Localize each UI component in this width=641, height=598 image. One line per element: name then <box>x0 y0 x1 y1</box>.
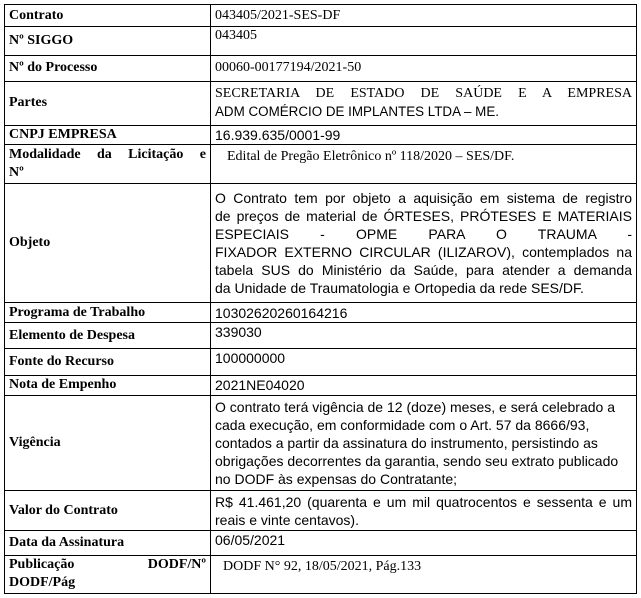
publicacao-label-left: Publicação <box>9 557 75 573</box>
value-elemento: 339030 <box>211 323 637 349</box>
label-empenho: Nota de Empenho <box>5 375 211 395</box>
row-vigencia <box>5 395 637 490</box>
row-programa <box>5 302 637 322</box>
row-elemento <box>5 323 637 349</box>
value-empenho: 2021NE04020 <box>211 375 637 395</box>
contract-extract-table <box>4 4 637 594</box>
publicacao-label-line-1 <box>9 556 206 574</box>
partes-line-1: SECRETARIA DE ESTADO DE SAÚDE E A EMPRESA <box>215 86 632 102</box>
objeto-line-1: O Contrato tem por objeto a aquisição em sistema de registro <box>215 189 632 206</box>
row-contrato <box>5 5 637 27</box>
row-modalidade <box>5 145 637 183</box>
value-cnpj: 16.939.635/0001-99 <box>211 126 637 145</box>
label-objeto: Objeto <box>5 183 211 302</box>
vigencia-line-2: cada execução, em conformidade com o Art. 57 da 8666/93, <box>215 416 590 433</box>
label-fonte: Fonte do Recurso <box>5 349 211 375</box>
vigencia-line-4: obrigações decorrentes da garantia, sendo seu extrato publicado <box>215 452 619 469</box>
label-valor: Valor do Contrato <box>5 490 211 530</box>
objeto-line-4: FIXADOR EXTERNO CIRCULAR (ILIZAROV), contemplados na <box>215 243 632 260</box>
value-contrato: 043405/2021-SES-DF <box>211 5 637 27</box>
label-partes: Partes <box>5 81 211 125</box>
value-programa: 10302620260164216 <box>211 302 637 322</box>
value-partes <box>211 81 637 125</box>
objeto-line-3: ESPECIAIS - OPME PARA O TRAUMA - <box>215 225 632 242</box>
modalidade-label-line-2: Nº <box>9 165 24 181</box>
label-siggo: Nº SIGGO <box>5 27 211 55</box>
vigencia-line-3: contados a partir da assinatura do instrumento, persistindo as <box>215 434 598 451</box>
vigencia-line-5: no DODF às expensas do Contratante; <box>215 470 458 487</box>
value-publicacao: DODF N° 92, 18/05/2021, Pág.133 <box>211 555 637 593</box>
label-cnpj: CNPJ EMPRESA <box>5 126 211 145</box>
row-cnpj <box>5 126 637 145</box>
row-fonte <box>5 349 637 375</box>
label-programa: Programa de Trabalho <box>5 302 211 322</box>
value-processo: 00060-00177194/2021-50 <box>211 55 637 81</box>
objeto-line-5: tabela SUS do Ministério da Saúde, para atender a demanda <box>215 261 632 278</box>
vigencia-line-1: O contrato terá vigência de 12 (doze) meses, e será celebrado a <box>215 398 615 415</box>
label-processo: Nº do Processo <box>5 55 211 81</box>
row-assinatura <box>5 531 637 555</box>
publicacao-label-line-2: DODF/Pág <box>9 575 76 591</box>
value-assinatura: 06/05/2021 <box>211 531 637 555</box>
partes-line-2: ADM COMÉRCIO DE IMPLANTES LTDA – ME. <box>215 104 499 120</box>
valor-line-2: reais e vinte centavos). <box>215 511 359 528</box>
row-processo <box>5 55 637 81</box>
row-siggo <box>5 27 637 55</box>
row-empenho <box>5 375 637 395</box>
value-vigencia <box>211 395 637 490</box>
row-partes <box>5 81 637 125</box>
value-fonte: 100000000 <box>211 349 637 375</box>
label-publicacao <box>5 555 211 593</box>
row-publicacao <box>5 555 637 593</box>
value-siggo: 043405 <box>211 27 637 55</box>
label-elemento: Elemento de Despesa <box>5 323 211 349</box>
value-modalidade: Edital de Pregão Eletrônico nº 118/2020 – SES/DF. <box>211 145 637 183</box>
label-vigencia: Vigência <box>5 395 211 490</box>
value-objeto <box>211 183 637 302</box>
row-objeto <box>5 183 637 302</box>
row-valor <box>5 490 637 530</box>
label-contrato: Contrato <box>5 5 211 27</box>
publicacao-label-right: DODF/Nº <box>147 557 206 573</box>
value-valor <box>211 490 637 530</box>
label-assinatura: Data da Assinatura <box>5 531 211 555</box>
objeto-line-6: da Unidade de Traumatologia e Ortopedia da rede SES/DF. <box>215 279 584 296</box>
valor-line-1: R$ 41.461,20 (quarenta e um mil quatrocentos e sessenta e um <box>215 493 632 510</box>
objeto-line-2: de preços de material de ÓRTESES, PRÓTESES E MATERIAIS <box>215 207 632 224</box>
modalidade-label-line-1: Modalidade da Licitação e <box>9 147 206 163</box>
label-modalidade <box>5 145 211 183</box>
